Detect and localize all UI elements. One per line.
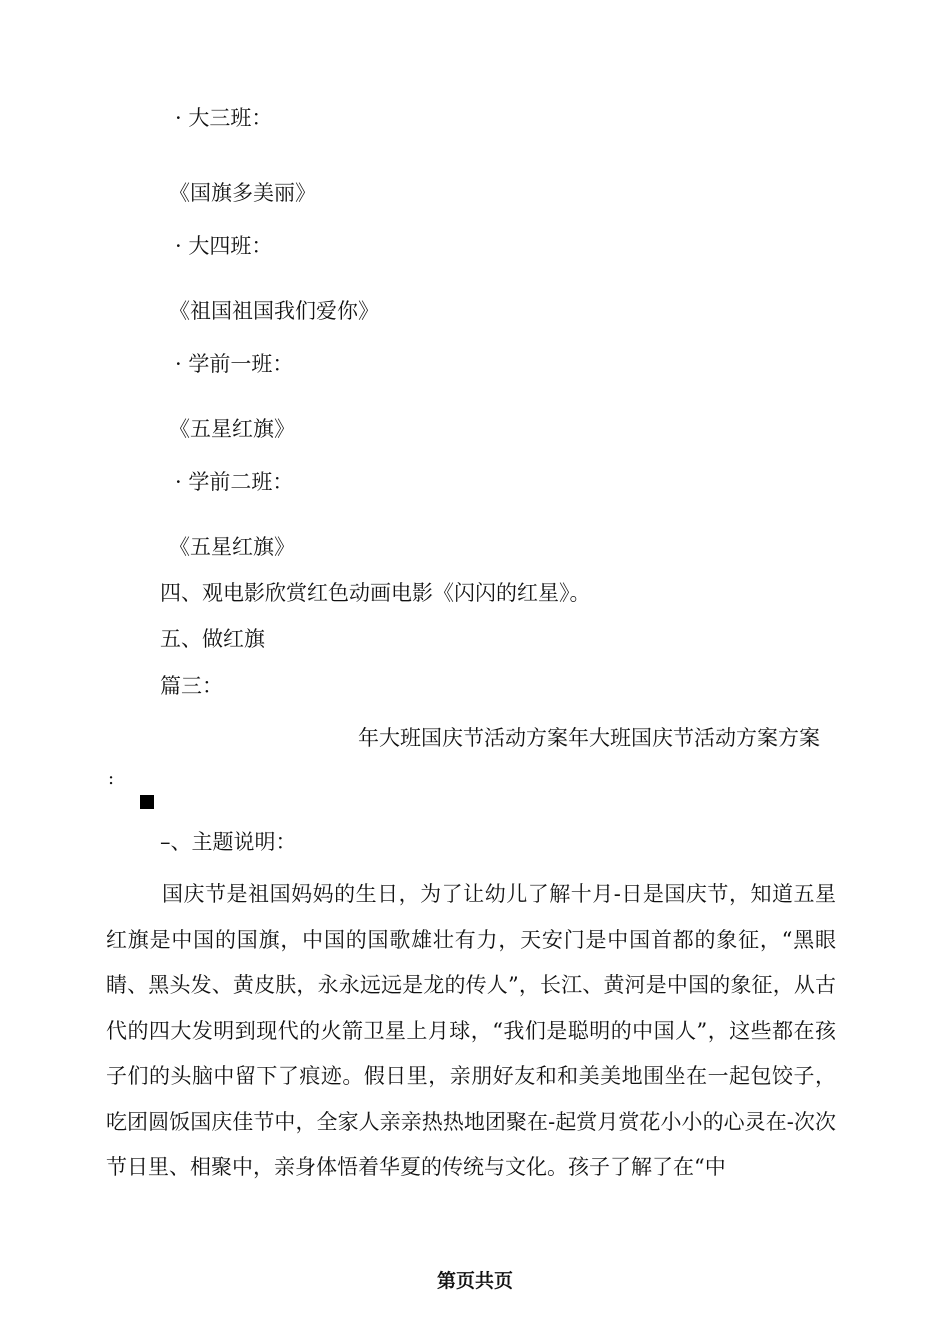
black-square-bullet-icon (140, 795, 154, 809)
activity-item-four: 四、观电影欣赏红色动画电影《闪闪的红星》。 (160, 581, 591, 605)
class-label-da-san: · 大三班： (175, 106, 273, 130)
page-footer: 第页共页 (436, 1270, 513, 1292)
class-label-xueqian-yi: · 学前一班： (175, 352, 294, 376)
song-title: 《国旗多美丽》 (169, 181, 316, 205)
activity-item-five: 五、做红旗 (160, 627, 265, 651)
class-label-da-si: · 大四班： (175, 234, 273, 258)
plan-title: 年大班国庆节活动方案年大班国庆节活动方案方案 (358, 726, 820, 750)
song-title: 《祖国祖国我们爱你》 (169, 299, 379, 323)
body-paragraph: 国庆节是祖国妈妈的生日，为了让幼儿了解十月-日是国庆节，知道五星红旗是中国的国旗，中国的国歌雄壮有力，天安门是中国首都的象征，“黑眼睛、黑头发、黄皮肤，永永远远是龙的传人”，长江、黄河是中国的象征，从古代的四大发明到现代的火箭卫星上月球，“我们是聪明的中国人”，这些都在孩子们的头脑中留下了痕迹。假日里，亲朋好友和和美美地围坐在一起包饺子，吃团圆饭国庆佳节中，全家人亲亲热热地团聚在-起赏月赏花小小的心灵在-次次节日里、相聚中，亲身体悟着华夏的传统与文化。孩子了解了在“中 (106, 882, 836, 1179)
class-label-xueqian-er: · 学前二班： (175, 470, 294, 494)
section-label-part-three: 篇三： (160, 674, 223, 698)
song-title: 《五星红旗》 (169, 535, 295, 559)
song-title: 《五星红旗》 (169, 417, 295, 441)
section-heading: –、主题说明： (160, 830, 297, 854)
plan-title-colon: : (108, 768, 115, 789)
